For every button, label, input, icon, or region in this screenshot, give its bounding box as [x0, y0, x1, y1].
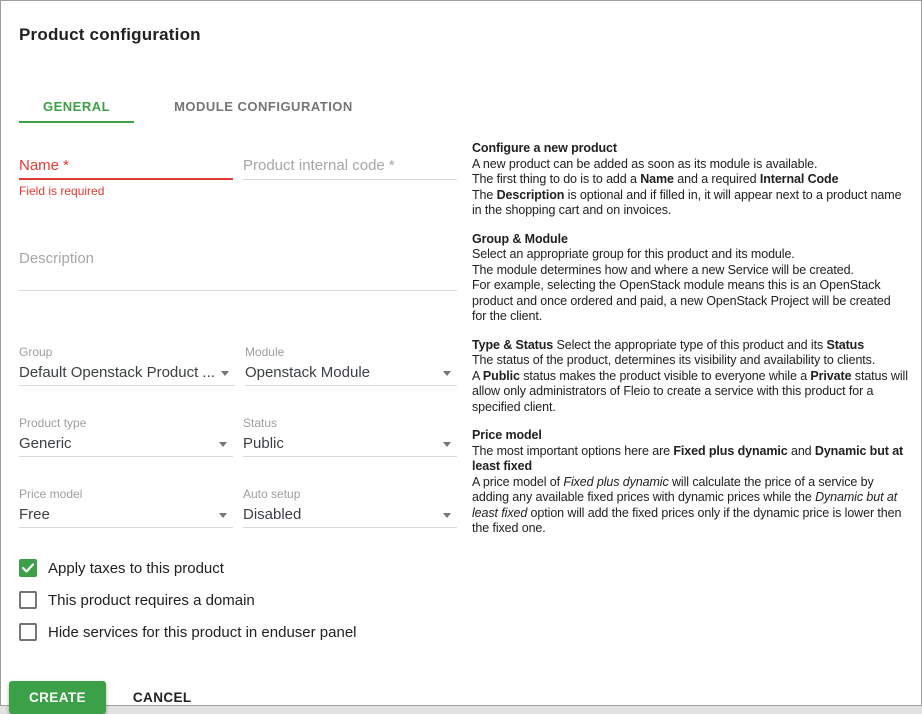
status-select-value: Public	[243, 435, 284, 452]
help-text-line: For example, selecting the OpenStack module means this is an OpenStack product and once ordered and paid, a new OpenStack Project will be created for the client.	[472, 278, 891, 323]
select-grid	[19, 345, 457, 528]
group-select-label: Group	[19, 345, 53, 359]
module-select-value: Openstack Module	[244, 364, 371, 381]
internal-code-field[interactable]	[243, 139, 457, 198]
tab-bar	[19, 91, 921, 123]
action-bar	[19, 681, 457, 714]
tab-general[interactable]	[19, 91, 134, 123]
checkbox-group	[19, 558, 457, 642]
chevron-down-icon	[221, 371, 229, 376]
product-type-select[interactable]	[19, 416, 233, 457]
help-text-line: A Public status makes the product visible to everyone while a Private status will allow only administrators of Fleio to create a service with this product for a specified client.	[472, 368, 908, 414]
chevron-down-icon	[443, 371, 451, 376]
price-model-select-label: Price model	[19, 487, 83, 501]
chevron-down-icon	[219, 442, 227, 447]
cancel-button[interactable]: CANCEL	[132, 690, 192, 705]
help-text-line: Configure a new product	[472, 141, 617, 155]
chevron-down-icon	[219, 513, 227, 518]
checkbox-requires-domain[interactable]	[19, 590, 457, 610]
checkbox-icon	[19, 591, 37, 609]
help-panel	[472, 139, 908, 714]
status-select[interactable]	[243, 416, 457, 457]
dialog-content	[1, 139, 921, 714]
tab-general-label: GENERAL	[43, 98, 111, 114]
auto-setup-select-value: Disabled	[243, 506, 302, 523]
status-select-label: Status	[243, 416, 278, 430]
description-field[interactable]	[19, 228, 457, 291]
tab-module-configuration[interactable]	[150, 91, 377, 123]
chevron-down-icon	[443, 513, 451, 518]
module-select-label: Module	[244, 345, 285, 359]
checkbox-icon	[19, 623, 37, 641]
price-model-select[interactable]	[19, 487, 233, 528]
create-button[interactable]: CREATE	[9, 681, 106, 714]
tab-module-configuration-label: MODULE CONFIGURATION	[174, 98, 353, 114]
chevron-down-icon	[443, 442, 451, 447]
help-text-line: The status of the product, determines its visibility and availability to clients.	[472, 353, 876, 367]
checkbox-icon	[19, 559, 37, 577]
checkbox-apply-taxes-label: Apply taxes to this product	[48, 559, 224, 577]
price-model-select-value: Free	[19, 506, 50, 523]
help-text-line: Group & Module	[472, 231, 568, 246]
help-text-line: The first thing to do is to add a Name and a required Internal Code	[472, 172, 839, 186]
help-text-line: The most important options here are Fixed plus dynamic and Dynamic but at least fixed	[472, 443, 904, 473]
help-text-line: Select an appropriate group for this product and its module.	[472, 247, 795, 261]
help-text-line: The Description is optional and if filled in, it will appear next to a product name in the shopping cart and on invoices.	[472, 187, 902, 217]
internal-code-placeholder: Product internal code *	[243, 139, 457, 180]
auto-setup-select[interactable]	[243, 487, 457, 528]
auto-setup-select-label: Auto setup	[243, 487, 301, 501]
help-text-line: The module determines how and where a new Service will be created.	[472, 262, 854, 277]
description-placeholder: Description	[19, 228, 457, 291]
page-title: Product configuration	[19, 25, 201, 44]
checkbox-hide-services-label: Hide services for this product in enduser panel	[48, 623, 357, 641]
help-text-line: Price model	[472, 428, 542, 442]
group-select[interactable]	[19, 345, 235, 386]
name-field-label: Name *	[19, 139, 233, 180]
name-field-error: Field is required	[19, 184, 105, 198]
product-type-select-value: Generic	[19, 435, 72, 452]
help-text-line: A price model of Fixed plus dynamic will calculate the price of a service by adding any available fixed prices with dynamic prices while the Dynamic but at least fixed option will add the fixed prices only if the dynamic price is lower then the fixed one.	[472, 474, 902, 535]
checkbox-apply-taxes[interactable]	[19, 558, 457, 578]
checkbox-requires-domain-label: This product requires a domain	[48, 591, 255, 609]
group-select-value: Default Openstack Product ...	[19, 364, 215, 381]
module-select[interactable]	[245, 345, 457, 386]
product-form	[19, 139, 457, 714]
help-text-line: Type & Status Select the appropriate type of this product and its Status	[472, 337, 865, 352]
name-field[interactable]	[19, 139, 233, 198]
checkbox-hide-services[interactable]	[19, 622, 457, 642]
help-text-line: A new product can be added as soon as its module is available.	[472, 156, 818, 171]
product-type-select-label: Product type	[19, 416, 87, 430]
